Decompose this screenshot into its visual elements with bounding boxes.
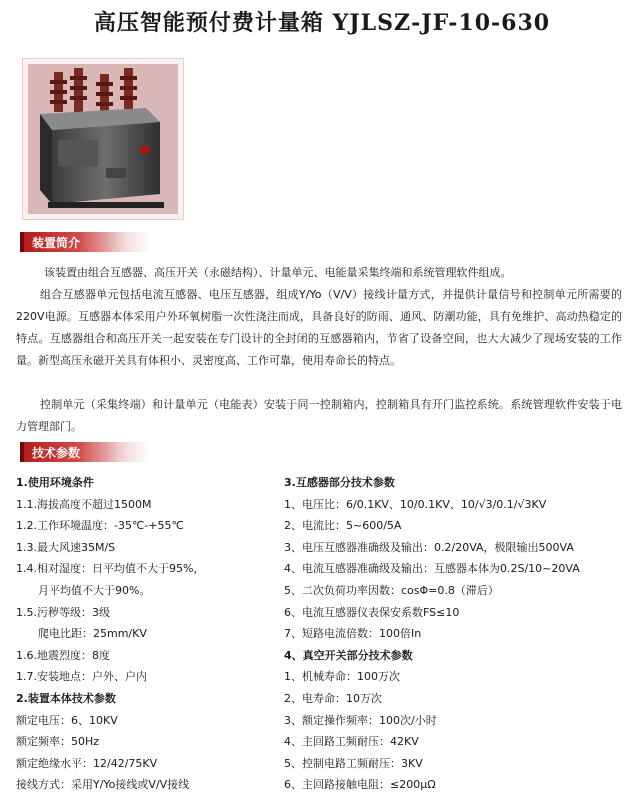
spec-line: 1.使用环境条件 [16, 476, 94, 489]
spec-line: 1、机械寿命：100万次 [284, 670, 400, 684]
spec-line: 爬电比距：25mm/KV [38, 627, 147, 641]
intro-paragraph-1: 该装置由组合互感器、高压开关（永磁结构）、计量单元、电能量采集终端和系统管理软件组成。 [44, 266, 512, 279]
spec-line: 3.互感器部分技术参数 [284, 476, 395, 489]
spec-line: 额定绝缘水平：12/42/75KV [16, 756, 158, 770]
spec-line: 额定电压：6、10KV [16, 713, 118, 727]
spec-line: 1.3.最大风速35M/S [16, 540, 116, 554]
spec-line: 6、电流互感器仪表保安系数FS≤10 [284, 605, 460, 619]
intro-paragraph-2: 组合互感器单元包括电流互感器、电压互感器，组成Y/Yo（V/V）接线计量方式，并提供计量信号和控制单元所需要的220V电源。互感器本体采用户外环氧树脂一次性浇注而成，具备良好的防雨、通风、防潮功能，具有免维护、高动热稳定的特点。互感器组合和高压开关一起安装在专门设计的全封闭的互感器箱内，节省了设备空间，也大大减少了现场安装的工作量。新型高压永磁开关具有体积小、灵密度高、工作可靠，使用寿命长的特点。 [16, 288, 622, 367]
spec-line: 5、二次负荷功率因数：cosΦ=0.8（滞后） [284, 583, 499, 597]
spec-line: 4、电流互感器准确级及输出：互感器本体为0.2S/10~20VA [284, 562, 580, 576]
spec-line: 1.1.海拔高度不超过1500M [16, 497, 152, 511]
spec-line: 4、主回路工频耐压：42KV [284, 735, 419, 749]
spec-line: 7、短路电流倍数：100倍In [284, 627, 422, 641]
spec-line: 1、电压比：6/0.1KV、10/0.1KV、10/√3/0.1/√3KV [284, 497, 547, 511]
spec-line: 接线方式：采用Y/Yo接线或V/V接线 [16, 778, 190, 792]
spec-line: 1.7.安装地点：户外、户内 [16, 670, 147, 684]
spec-line: 1.2.工作环境温度：-35℃-+55℃ [16, 519, 184, 533]
spec-line: 1.5.污秽等级：3级 [16, 605, 110, 619]
spec-line: 1.6.地震烈度：8度 [16, 648, 110, 662]
intro-paragraph-3: 控制单元（采集终端）和计量单元（电能表）安装于同一控制箱内，控制箱具有开门监控系统。系统管理软件安装于电力管理部门。 [16, 398, 622, 433]
page-title: 高压智能预付费计量箱 YJLSZ-JF-10-630 [93, 10, 551, 36]
spec-line: 3、额定操作频率：100次/小时 [284, 713, 437, 727]
spec-line: 月平均值不大于90%。 [38, 583, 151, 597]
spec-line: 4、真空开关部分技术参数 [284, 648, 413, 662]
section-heading-intro: 装置简介 [20, 232, 150, 252]
spec-column-left [16, 472, 286, 796]
spec-line: 2.装置本体技术参数 [16, 691, 116, 705]
spec-line: 1.4.相对湿度：日平均值不大于95%， [16, 562, 205, 576]
spec-line: 2、电寿命：10万次 [284, 691, 382, 705]
spec-line: 5、控制电路工频耐压：3KV [284, 756, 423, 770]
spec-line: 3、电压互感器准确级及输出：0.2/20VA，极限输出500VA [284, 540, 574, 554]
spec-line: 额定频率：50Hz [16, 735, 100, 749]
spec-line: 2、电流比：5~600/5A [284, 519, 402, 533]
spec-line: 6、主回路接触电阻：≤200μΩ [284, 778, 436, 792]
spec-column-right [284, 472, 634, 796]
section-heading-tech: 技术参数 [20, 442, 150, 462]
product-photo [22, 58, 184, 220]
